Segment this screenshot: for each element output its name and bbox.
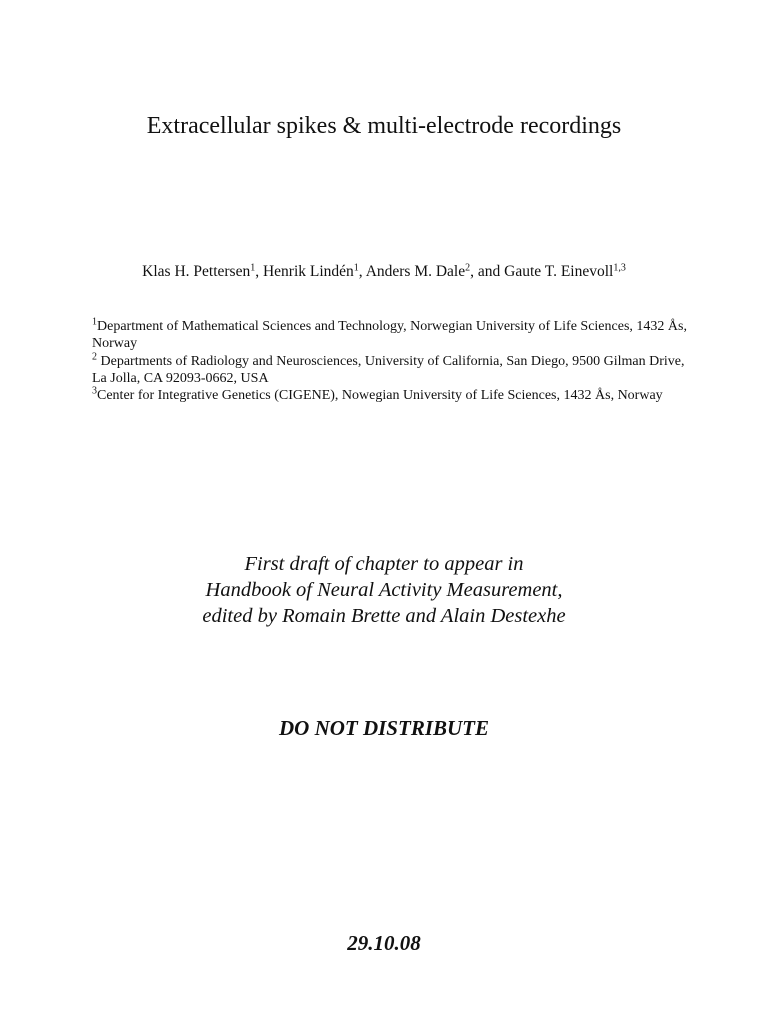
- document-date: 29.10.08: [347, 931, 421, 955]
- publication-note-line: Handbook of Neural Activity Measurement,: [205, 579, 563, 601]
- affiliation-text: Department of Mathematical Sciences and Technology, Norwegian University of Life Sciences, 1432 Ås, Norway: [92, 319, 687, 352]
- affiliation-text: Center for Integrative Genetics (CIGENE), Nowegian University of Life Sciences, 1432 Ås, Norway: [97, 388, 663, 404]
- author-affiliation-mark: 1,3: [613, 262, 626, 274]
- affiliation-list: [92, 318, 692, 404]
- author-name: Henrik Lindén: [262, 263, 354, 280]
- author-affiliation-mark: 2: [465, 262, 471, 274]
- distribution-warning: DO NOT DISTRIBUTE: [278, 716, 490, 740]
- affiliation-number: 2: [92, 351, 97, 363]
- author-list: [0, 261, 768, 283]
- author-affiliation-mark: 1: [353, 262, 359, 274]
- affiliation-item: [92, 387, 692, 404]
- author-affiliation-mark: 1: [250, 262, 256, 274]
- affiliation-number: 3: [92, 385, 97, 397]
- publication-note: [0, 551, 768, 629]
- document-title: Extracellular spikes & multi-electrode recordings: [146, 113, 622, 139]
- author-name: Anders M. Dale: [365, 263, 466, 280]
- author-name: Klas H. Pettersen: [142, 263, 251, 280]
- author-separator: ,: [255, 263, 263, 280]
- author-separator: , and: [470, 263, 505, 280]
- publication-note-line: First draft of chapter to appear in: [244, 553, 524, 575]
- affiliation-number: 1: [92, 316, 97, 328]
- affiliation-text: Departments of Radiology and Neurosciences, University of California, San Diego, 9500 Gilman Drive, La Jolla, CA 92093-0662, USA: [92, 353, 685, 386]
- affiliation-item: [92, 318, 692, 353]
- publication-note-line: edited by Romain Brette and Alain Destexhe: [202, 605, 566, 627]
- affiliation-item: [92, 353, 692, 388]
- author-name: Gaute T. Einevoll: [504, 263, 614, 280]
- author-separator: ,: [358, 263, 366, 280]
